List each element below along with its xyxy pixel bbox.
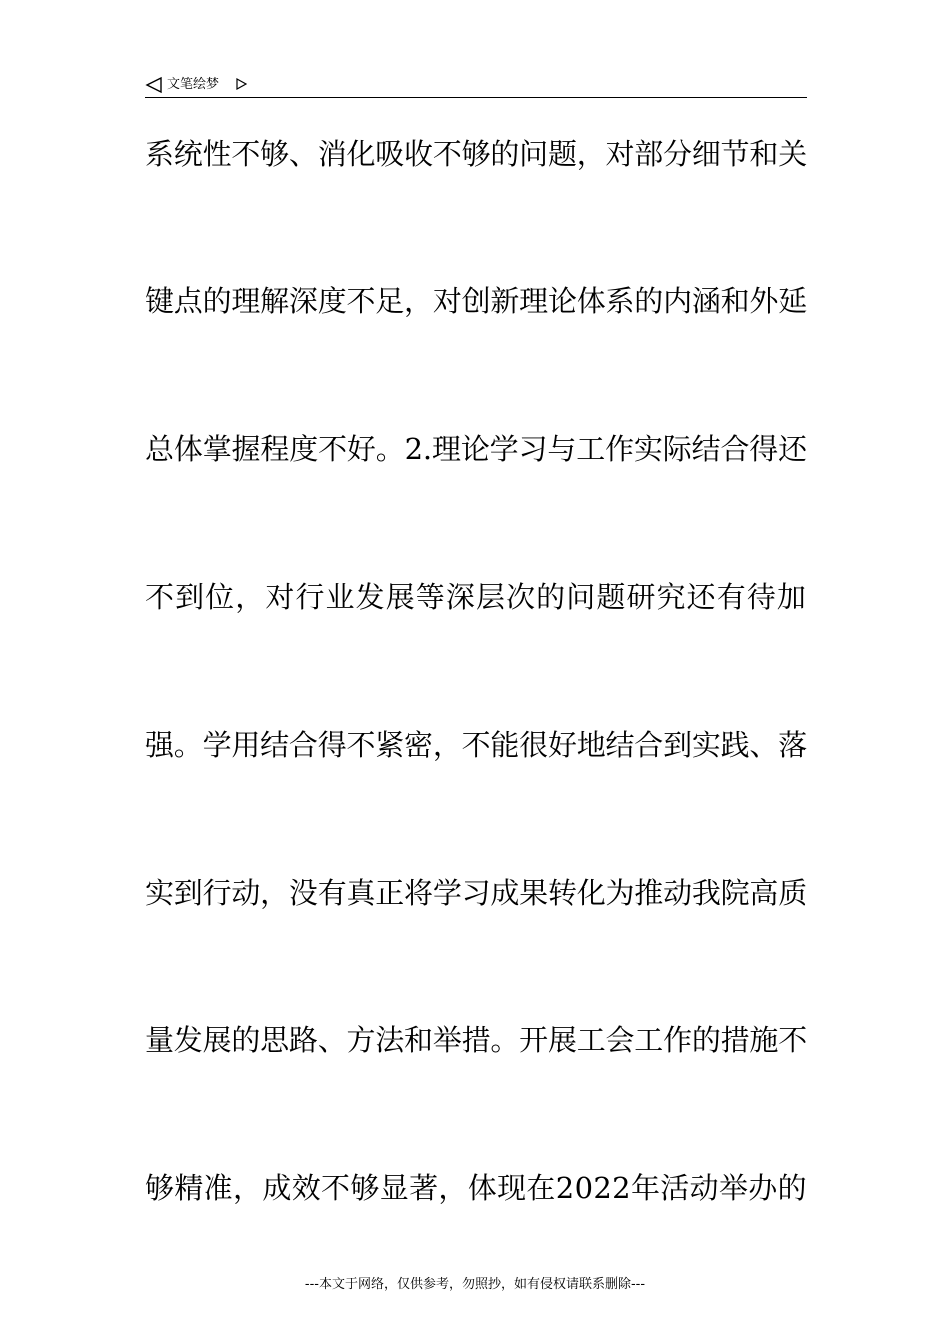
right-triangle-icon	[235, 78, 247, 90]
body-line-3: 总体掌握程度不好。2.理论学习与工作实际结合得还	[145, 432, 807, 466]
body-line-4: 不到位，对行业发展等深层次的问题研究还有待加	[145, 580, 807, 614]
header-divider	[145, 97, 807, 98]
body-line-7: 量发展的思路、方法和举措。开展工会工作的措施不	[145, 1023, 807, 1057]
header-brand: 文笔绘梦	[167, 77, 220, 92]
body-line-5: 强。学用结合得不紧密，不能很好地结合到实践、落	[145, 728, 807, 762]
body-line-2: 键点的理解深度不足，对创新理论体系的内涵和外延	[145, 284, 807, 318]
body-line-8: 够精准，成效不够显著，体现在2022年活动举办的	[145, 1171, 807, 1205]
body-line-6: 实到行动，没有真正将学习成果转化为推动我院高质	[145, 876, 807, 910]
left-triangle-icon	[145, 76, 163, 94]
footer-notice: ---本文于网络，仅供参考，勿照抄，如有侵权请联系删除---	[304, 1277, 646, 1292]
page-header	[145, 74, 807, 98]
body-line-1: 系统性不够、消化吸收不够的问题，对部分细节和关	[145, 137, 807, 171]
